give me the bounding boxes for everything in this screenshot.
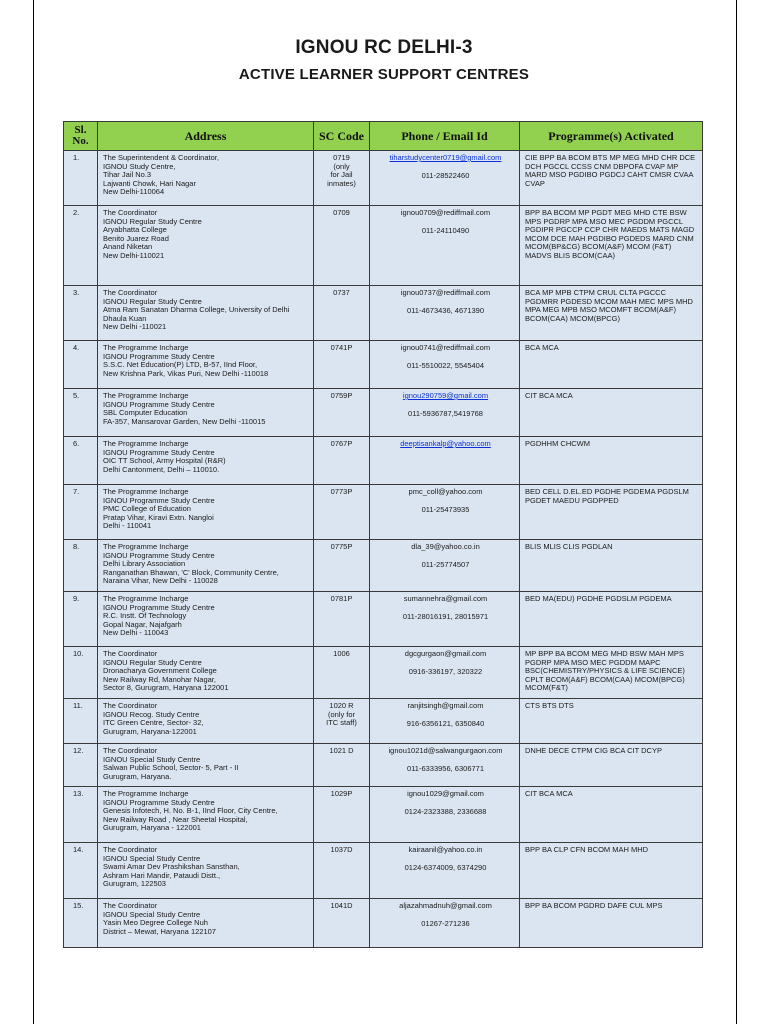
cell-sl-no: 5. bbox=[64, 389, 98, 437]
cell-sc-code bbox=[314, 592, 370, 647]
address-line: The Coordinator bbox=[103, 208, 158, 217]
address-line: IGNOU Regular Study Centre bbox=[103, 657, 202, 667]
cell-sl-no: 7. bbox=[64, 485, 98, 540]
address-line: The Programme Incharge bbox=[103, 487, 189, 496]
table-row bbox=[64, 744, 703, 787]
address-line: Naraina Vihar, New Delhi - 110028 bbox=[103, 576, 218, 586]
phone-number: 011-25774507 bbox=[421, 559, 470, 569]
sc-code-line: 1029P bbox=[330, 789, 353, 798]
cell-sc-code bbox=[314, 647, 370, 699]
sc-code-line: 1021 D bbox=[329, 746, 354, 755]
address-line: New Delhi - 110043 bbox=[103, 628, 169, 638]
email-link: ignou0741@rediffmail.com bbox=[400, 343, 491, 352]
address-line: Gurugram, Haryana - 122001 bbox=[103, 823, 201, 833]
address-line: IGNOU Programme Study Centre bbox=[103, 399, 215, 409]
address-line: The Programme Incharge bbox=[103, 343, 189, 352]
phone-number: 011-5510022, 5545404 bbox=[406, 360, 485, 370]
phone-number: 011-24110490 bbox=[421, 225, 470, 235]
address-line: Genesis Infotech, H. No. B-1, IInd Floor, City Centre, bbox=[103, 806, 278, 816]
sc-code-line: 0781P bbox=[330, 594, 353, 603]
cell-address bbox=[98, 899, 314, 948]
cell-address bbox=[98, 341, 314, 389]
email-link: aljazahmadnuh@gmail.com bbox=[399, 901, 492, 910]
address-line: IGNOU Programme Study Centre bbox=[103, 351, 215, 361]
address-line: Lajwanti Chowk, Hari Nagar bbox=[103, 178, 196, 188]
cell-phone-email bbox=[370, 437, 520, 485]
email-link[interactable]: deeptisankalp@yahoo.com bbox=[400, 439, 491, 448]
sc-code-line: for Jail bbox=[330, 170, 353, 180]
address-line: Delhi Cantonment, Delhi – 110010. bbox=[103, 464, 220, 474]
cell-sl-no: 2. bbox=[64, 206, 98, 286]
cell-address bbox=[98, 699, 314, 744]
address-line: FA-357, Mansarovar Garden, New Delhi -110015 bbox=[103, 416, 266, 426]
cell-sc-code bbox=[314, 286, 370, 341]
phone-number: 011-28016191, 28015971 bbox=[402, 611, 489, 621]
cell-sl-no: 4. bbox=[64, 341, 98, 389]
address-line: The Superintendent & Coordinator, bbox=[103, 153, 219, 162]
cell-phone-email bbox=[370, 286, 520, 341]
table-row bbox=[64, 389, 703, 437]
phone-number: 011-6333956, 6306771 bbox=[406, 763, 485, 773]
cell-sl-no: 13. bbox=[64, 787, 98, 843]
address-line: IGNOU Regular Study Centre bbox=[103, 296, 202, 306]
cell-phone-email bbox=[370, 843, 520, 899]
cell-sl-no: 11. bbox=[64, 699, 98, 744]
address-line: New Railway Road , Near Sheetal Hospital, bbox=[103, 814, 248, 824]
cell-programmes: CIE BPP BA BCOM BTS MP MEG MHD CHR DCE DCH PGCCL CCSS CNM DBPOFA CVAP MP MARD MSO PGDIBO PGDCJ CAHT CMSR CVAA CVAP bbox=[520, 151, 703, 206]
address-line: Pratap Vihar, Kiravi Extn. Nangloi bbox=[103, 512, 214, 522]
address-line: Benito Juarez Road bbox=[103, 233, 169, 243]
sc-code-line: 0719 bbox=[333, 153, 350, 162]
address-line: Ashram Hari Mandir, Pataudi Distt., bbox=[103, 870, 221, 880]
table-row bbox=[64, 843, 703, 899]
address-line: Gurugram, Haryana. bbox=[103, 771, 172, 781]
sc-code-line: 0737 bbox=[333, 288, 350, 297]
cell-address bbox=[98, 744, 314, 787]
address-line: IGNOU Programme Study Centre bbox=[103, 602, 215, 612]
address-line: Dronacharya Government College bbox=[103, 666, 217, 676]
phone-number: 916-6356121, 6350840 bbox=[406, 718, 485, 728]
table-row bbox=[64, 787, 703, 843]
page-margin-left bbox=[33, 0, 34, 1024]
address-line: The Coordinator bbox=[103, 901, 158, 910]
table-row bbox=[64, 485, 703, 540]
cell-sc-code bbox=[314, 843, 370, 899]
sc-code-line: 0767P bbox=[330, 439, 353, 448]
address-line: The Coordinator bbox=[103, 288, 158, 297]
table-row bbox=[64, 699, 703, 744]
cell-programmes: BED MA(EDU) PGDHE PGDSLM PGDEMA bbox=[520, 592, 703, 647]
cell-sc-code bbox=[314, 787, 370, 843]
phone-number: 0124-2323388, 2336688 bbox=[404, 806, 487, 816]
cell-sl-no: 15. bbox=[64, 899, 98, 948]
cell-sl-no: 9. bbox=[64, 592, 98, 647]
address-line: Yasin Meo Degree College Nuh bbox=[103, 918, 208, 928]
cell-programmes: BCA MCA bbox=[520, 341, 703, 389]
cell-address bbox=[98, 206, 314, 286]
email-link: ignou1021d@salwangurgaon.com bbox=[388, 746, 503, 755]
sc-code-line: 0775P bbox=[330, 542, 353, 551]
cell-phone-email bbox=[370, 592, 520, 647]
header-sl-no: Sl. No. bbox=[64, 122, 98, 151]
sc-code-line: 0709 bbox=[333, 208, 350, 217]
phone-number: 0916-336197, 320322 bbox=[408, 666, 483, 676]
table-row bbox=[64, 341, 703, 389]
cell-address bbox=[98, 485, 314, 540]
address-line: IGNOU Programme Study Centre bbox=[103, 797, 215, 807]
cell-programmes: CTS BTS DTS bbox=[520, 699, 703, 744]
sc-code-line: 0759P bbox=[330, 391, 353, 400]
table-row bbox=[64, 540, 703, 592]
address-line: New Delhi-110021 bbox=[103, 250, 165, 260]
address-line: The Programme Incharge bbox=[103, 789, 189, 798]
cell-sc-code bbox=[314, 540, 370, 592]
cell-address bbox=[98, 151, 314, 206]
address-line: IGNOU Programme Study Centre bbox=[103, 495, 215, 505]
address-line: Salwan Public School, Sector- 5, Part - II bbox=[103, 763, 239, 773]
phone-number: 011-5936787,5419768 bbox=[408, 408, 483, 418]
address-line: OIC TT School, Army Hospital (R&R) bbox=[103, 456, 226, 466]
cell-phone-email bbox=[370, 744, 520, 787]
address-line: The Programme Incharge bbox=[103, 391, 189, 400]
sc-code-line: 0773P bbox=[330, 487, 353, 496]
address-line: Sector 8, Gurugram, Haryana 122001 bbox=[103, 683, 229, 693]
cell-sl-no: 14. bbox=[64, 843, 98, 899]
email-link: sumannehra@gmail.com bbox=[403, 594, 488, 603]
page-margin-right bbox=[736, 0, 737, 1024]
address-line: The Coordinator bbox=[103, 649, 158, 658]
sc-code-line: 1006 bbox=[333, 649, 350, 658]
cell-phone-email bbox=[370, 647, 520, 699]
address-line: S.S.C. Net Education(P) LTD, B-57, IInd Floor, bbox=[103, 360, 258, 370]
cell-sc-code bbox=[314, 151, 370, 206]
table-row bbox=[64, 899, 703, 948]
cell-programmes: BED CELL D.EL.ED PGDHE PGDEMA PGDSLM PGDET MAEDU PGDPPED bbox=[520, 485, 703, 540]
cell-sc-code bbox=[314, 485, 370, 540]
sc-code-line: inmates) bbox=[327, 178, 356, 188]
address-line: Delhi Library Association bbox=[103, 559, 186, 569]
cell-sc-code bbox=[314, 389, 370, 437]
address-line: Tihar Jail No.3 bbox=[103, 170, 152, 180]
address-line: R.C. Instt. Of Technology bbox=[103, 611, 187, 621]
address-line: District – Mewat, Haryana 122107 bbox=[103, 926, 216, 936]
cell-sl-no: 6. bbox=[64, 437, 98, 485]
address-line: IGNOU Programme Study Centre bbox=[103, 550, 215, 560]
email-link: ranjitsingh@gmail.com bbox=[407, 701, 484, 710]
cell-phone-email bbox=[370, 899, 520, 948]
cell-programmes: BPP BA BCOM PGDRD DAFE CUL MPS bbox=[520, 899, 703, 948]
cell-address bbox=[98, 787, 314, 843]
address-line: PMC College of Education bbox=[103, 504, 191, 514]
table-row bbox=[64, 437, 703, 485]
cell-programmes: BCA MP MPB CTPM CRUL CLTA PGCCC PGDMRR PGDESD MCOM MAH MEC MPS MHD MPA MEG MPB MSO MCOMFT BCOM(A&F) BCOM(CAA) MCOM(BPCG) bbox=[520, 286, 703, 341]
table-body bbox=[64, 151, 703, 948]
address-line: Swami Amar Dev Prashikshan Sansthan, bbox=[103, 862, 240, 872]
cell-address bbox=[98, 647, 314, 699]
address-line: Anand Niketan bbox=[103, 242, 153, 252]
address-line: IGNOU Special Study Centre bbox=[103, 754, 201, 764]
cell-programmes: CIT BCA MCA bbox=[520, 389, 703, 437]
header-sc-code: SC Code bbox=[314, 122, 370, 151]
sc-code-line: 1037D bbox=[330, 845, 353, 854]
cell-phone-email bbox=[370, 540, 520, 592]
address-line: Delhi - 110041 bbox=[103, 521, 152, 531]
cell-address bbox=[98, 540, 314, 592]
email-link: dla_39@yahoo.co.in bbox=[411, 542, 480, 551]
cell-address bbox=[98, 437, 314, 485]
email-link: ignou0737@rediffmail.com bbox=[400, 288, 491, 297]
email-link: dgcgurgaon@gmail.com bbox=[404, 649, 487, 658]
cell-programmes: DNHE DECE CTPM CIG BCA CIT DCYP bbox=[520, 744, 703, 787]
cell-programmes: BPP BA CLP CFN BCOM MAH MHD bbox=[520, 843, 703, 899]
address-line: IGNOU Study Centre, bbox=[103, 161, 176, 171]
table-header-row bbox=[64, 122, 703, 151]
table-row bbox=[64, 286, 703, 341]
cell-address bbox=[98, 389, 314, 437]
address-line: IGNOU Programme Study Centre bbox=[103, 447, 215, 457]
cell-phone-email bbox=[370, 485, 520, 540]
cell-sc-code bbox=[314, 341, 370, 389]
email-link[interactable]: ignou290759@gmail.com bbox=[402, 391, 489, 400]
address-line: New Delhi-110064 bbox=[103, 187, 165, 197]
email-link: ignou0709@rediffmail.com bbox=[400, 208, 491, 217]
cell-phone-email bbox=[370, 389, 520, 437]
address-line: The Programme Incharge bbox=[103, 594, 189, 603]
cell-programmes: BPP BA BCOM MP PGDT MEG MHD CTE BSW MPS PGDRP MPA MSO MEC PGDDM PGCCL PGDIPR PGCCP CCP CHR MAEDS MATS MAGD MCOM DCE MAH PGDIBO PGDEDS MARD CNM MCOM(BP&CG) BCOM(A&F) MCOM (F&T) MADVS BLIS BCOM(CAA) bbox=[520, 206, 703, 286]
address-line: IGNOU Recog. Study Centre bbox=[103, 709, 200, 719]
address-line: New Delhi -110021 bbox=[103, 322, 167, 332]
address-line: The Coordinator bbox=[103, 845, 158, 854]
cell-sc-code bbox=[314, 899, 370, 948]
sc-code-line: 1041D bbox=[330, 901, 353, 910]
email-link[interactable]: tiharstudycenter0719@gmail.com bbox=[389, 153, 502, 162]
cell-sl-no: 8. bbox=[64, 540, 98, 592]
header-address: Address bbox=[98, 122, 314, 151]
cell-sc-code bbox=[314, 437, 370, 485]
sc-code-line: 0741P bbox=[330, 343, 353, 352]
cell-sl-no: 10. bbox=[64, 647, 98, 699]
cell-sl-no: 12. bbox=[64, 744, 98, 787]
cell-phone-email bbox=[370, 206, 520, 286]
cell-phone-email bbox=[370, 699, 520, 744]
address-line: Gopal Nagar, Najafgarh bbox=[103, 619, 182, 629]
table-row bbox=[64, 647, 703, 699]
cell-phone-email bbox=[370, 787, 520, 843]
address-line: IGNOU Special Study Centre bbox=[103, 853, 201, 863]
cell-address bbox=[98, 592, 314, 647]
cell-address bbox=[98, 843, 314, 899]
document-subtitle: ACTIVE LEARNER SUPPORT CENTRES bbox=[238, 66, 530, 83]
address-line: SBL Computer Education bbox=[103, 408, 188, 418]
cell-programmes: CIT BCA MCA bbox=[520, 787, 703, 843]
table-row bbox=[64, 151, 703, 206]
cell-programmes: BLIS MLIS CLIS PGDLAN bbox=[520, 540, 703, 592]
address-line: Ranganathan Bhawan, 'C' Block, Community Centre, bbox=[103, 567, 279, 577]
address-line: ITC Green Centre, Sector- 32, bbox=[103, 718, 204, 728]
phone-number: 011-25473935 bbox=[421, 504, 470, 514]
phone-number: 01267-271236 bbox=[421, 918, 470, 928]
cell-sl-no: 3. bbox=[64, 286, 98, 341]
address-line: Gurugram, Haryana-122001 bbox=[103, 726, 197, 736]
document-title: IGNOU RC DELHI-3 bbox=[295, 37, 473, 58]
table-row bbox=[64, 592, 703, 647]
address-line: IGNOU Regular Study Centre bbox=[103, 216, 202, 226]
address-line: Atma Ram Sanatan Dharma College, University of Delhi bbox=[103, 305, 290, 315]
phone-number: 011-28522460 bbox=[421, 170, 470, 180]
cell-phone-email bbox=[370, 341, 520, 389]
header-phone-email: Phone / Email Id bbox=[370, 122, 520, 151]
sc-code-line: ITC staff) bbox=[326, 718, 357, 728]
email-link: ignou1029@gmail.com bbox=[407, 789, 484, 798]
cell-programmes: MP BPP BA BCOM MEG MHD BSW MAH MPS PGDRP MPA MSO MEC PGDDM MAPC BSC(CHEMISTRY/PHYSICS & LIFE SCIENCE) CPLT BCOM(A&F) BCOM(CAA) MCOM(BPCG) MCOM(F&T) bbox=[520, 647, 703, 699]
address-line: The Coordinator bbox=[103, 701, 158, 710]
address-line: Aryabhatta College bbox=[103, 225, 167, 235]
address-line: Dhaula Kuan bbox=[103, 313, 147, 323]
address-line: The Programme Incharge bbox=[103, 542, 189, 551]
address-line: New Railway Rd, Manohar Nagar, bbox=[103, 674, 216, 684]
phone-number: 0124-6374009, 6374290 bbox=[404, 862, 487, 872]
cell-address bbox=[98, 286, 314, 341]
address-line: New Krishna Park, Vikas Puri, New Delhi -110018 bbox=[103, 368, 269, 378]
email-link: pmc_coll@yahoo.com bbox=[408, 487, 483, 496]
table-row bbox=[64, 206, 703, 286]
sc-code-line: 1020 R bbox=[329, 701, 354, 710]
sc-code-line: (only for bbox=[327, 709, 356, 719]
address-line: Gurugram, 122503 bbox=[103, 879, 166, 889]
cell-sc-code bbox=[314, 699, 370, 744]
address-line: IGNOU Special Study Centre bbox=[103, 909, 201, 919]
cell-sc-code bbox=[314, 744, 370, 787]
email-link: kairaanil@yahoo.co.in bbox=[408, 845, 483, 854]
phone-number: 011-4673436, 4671390 bbox=[406, 305, 485, 315]
cell-sl-no: 1. bbox=[64, 151, 98, 206]
cell-programmes: PGDHHM CHCWM bbox=[520, 437, 703, 485]
sc-code-line: (only bbox=[333, 161, 350, 171]
address-line: The Programme Incharge bbox=[103, 439, 189, 448]
cell-sc-code bbox=[314, 206, 370, 286]
address-line: The Coordinator bbox=[103, 746, 158, 755]
header-programmes: Programme(s) Activated bbox=[520, 122, 703, 151]
cell-phone-email bbox=[370, 151, 520, 206]
study-centres-table bbox=[63, 121, 703, 948]
